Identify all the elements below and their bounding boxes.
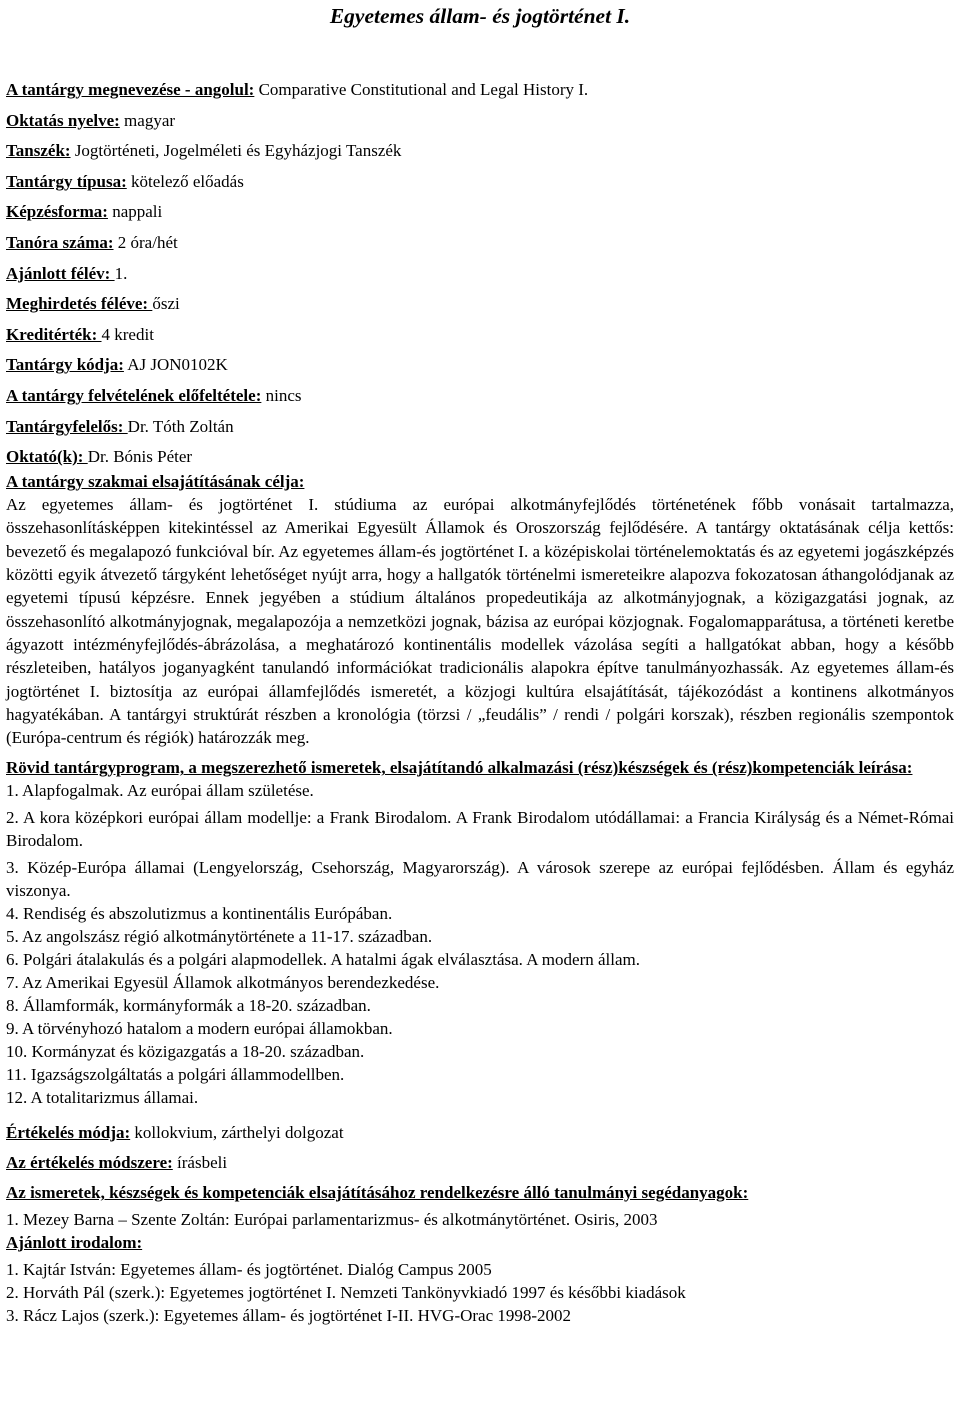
- list-item: 1. Alapfogalmak. Az európai állam születése.: [6, 781, 314, 801]
- evaluation-row: [6, 1121, 954, 1144]
- evaluation-method-row: [6, 1151, 954, 1174]
- list-item: 10. Kormányzat és közigazgatás a 18-20. században.: [6, 1042, 365, 1062]
- meta-value: AJ JON0102K: [123, 355, 228, 375]
- list-item: 11. Igazságszolgáltatás a polgári állammodellben.: [6, 1065, 345, 1085]
- meta-course-type: [6, 171, 954, 202]
- list-item: 7. Az Amerikai Egyesül Államok alkotmányos berendezkedése.: [6, 973, 440, 993]
- evaluation-method-label: Az értékelés módszere:: [6, 1153, 173, 1173]
- meta-value: Dr. Bónis Péter: [87, 447, 193, 467]
- list-item: 4. Rendiség és abszolutizmus a kontinentális Európában.: [6, 904, 393, 924]
- list-item: 1. Kajtár István: Egyetemes állam- és jogtörténet. Dialóg Campus 2005: [6, 1260, 492, 1280]
- materials-list: [6, 1208, 954, 1231]
- meta-label: Tanóra száma:: [6, 232, 114, 252]
- list-item: 3. Közép-Európa államai (Lengyelország, Csehország, Magyarország). A városok szerepe az európai fejlődésben. Állam és egyház viszonya.: [6, 858, 954, 901]
- document-page: [6, 0, 954, 1327]
- meta-value: Dr. Tóth Zoltán: [127, 416, 234, 436]
- meta-department: [6, 140, 954, 171]
- meta-value: kötelező előadás: [126, 171, 244, 191]
- meta-value: Jogtörténeti, Jogelméleti és Egyházjogi Tanszék: [70, 141, 402, 161]
- meta-announcement-semester: [6, 293, 954, 324]
- list-item: 12. A totalitarizmus államai.: [6, 1088, 199, 1108]
- meta-education-form: [6, 201, 954, 232]
- meta-label: Tanszék:: [6, 141, 71, 161]
- evaluation-method-value: írásbeli: [172, 1153, 228, 1173]
- meta-value: 1.: [114, 263, 128, 283]
- meta-language: [6, 110, 954, 141]
- meta-label: Tantárgy típusa:: [6, 171, 127, 191]
- materials-heading: Az ismeretek, készségek és kompetenciák elsajátításához rendelkezésre álló tanulmányi segédanyagok:: [6, 1183, 749, 1203]
- list-item: 2. Horváth Pál (szerk.): Egyetemes jogtörténet I. Nemzeti Tankönyvkiadó 1997 és későbbi kiadások: [6, 1283, 686, 1303]
- evaluation-label: Értékelés módja:: [6, 1123, 131, 1143]
- list-item: 2. A kora középkori európai állam modellje: a Frank Birodalom. A Frank Birodalom utódállamai: a Francia Királyság és a Német-Római Birodalom.: [6, 808, 954, 851]
- meta-value: nincs: [261, 385, 302, 405]
- meta-prerequisite: [6, 385, 954, 416]
- list-item: 1. Mezey Barna – Szente Zoltán: Európai parlamentarizmus- és alkotmánytörténet. Osiris, 2003: [6, 1210, 658, 1230]
- meta-recommended-semester: [6, 263, 954, 294]
- meta-value: őszi: [152, 294, 180, 314]
- meta-hours: [6, 232, 954, 263]
- meta-label: Tantárgy kódja:: [6, 355, 124, 375]
- program-heading: Rövid tantárgyprogram, a megszerezhető ismeretek, elsajátítandó alkalmazási (rész)készségek és (rész)kompetenciák leírása:: [6, 758, 913, 778]
- literature-heading: Ajánlott irodalom:: [6, 1233, 143, 1253]
- meta-label: Oktatás nyelve:: [6, 110, 120, 130]
- course-metadata: [6, 79, 954, 470]
- list-item: 6. Polgári átalakulás és a polgári alapmodellek. A hatalmi ágak elválasztása. A modern állam.: [6, 950, 640, 970]
- meta-label: Tantárgyfelelős:: [6, 416, 128, 436]
- meta-label: Meghirdetés féléve:: [6, 294, 153, 314]
- meta-label: A tantárgy megnevezése - angolul:: [6, 80, 255, 99]
- meta-lecturers: [6, 446, 954, 470]
- list-item: 8. Államformák, kormányformák a 18-20. században.: [6, 996, 371, 1016]
- program-list: [6, 779, 954, 1109]
- meta-responsible: [6, 416, 954, 447]
- meta-value: Comparative Constitutional and Legal History I.: [254, 80, 589, 99]
- meta-value: 4 kredit: [101, 324, 154, 344]
- meta-label: Kreditérték:: [6, 324, 102, 344]
- list-item: 5. Az angolszász régió alkotmánytörténete a 11-17. században.: [6, 927, 433, 947]
- meta-course-code: [6, 354, 954, 385]
- literature-list: [6, 1258, 954, 1327]
- goal-paragraph: Az egyetemes állam- és jogtörténet I. stúdiuma az európai alkotmányfejlődés történetének főbb vonásait tartalmazza, összehasonlításképpen kitekintéssel az Amerikai Egyesült Államok és Oroszország fejlődésére. A tantárgy oktatásának célja kettős: bevezető és megalapozó funkcióval bír. Az egyetemes állam-és jogtörténet I. a középiskolai történelemoktatás és az egyetemi jogászképzés közötti egyik átvezető tárgyként lehetőséget nyújt arra, hogy a hallgatók történelmi ismereteikre alapozva fokozatosan áthangolódjanak az egyetemi típusú képzésre. Ennek jegyében a stúdium általános propedeutikája az alkotmányjognak, a közigazgatási jognak, az összehasonlító alkotmányjognak, megalapozója a nemzetközi jognak, bázisa az európai közjognak. Fogalomapparátusa, a történeti keretbe ágyazott intézményfejlődés-ábrázolása, a meghatározó kontinentális modellek vázolása segíti a hallgatókat abban, hogy a később részleteiben, hatályos joganyagként tanulandó információkat tradicionális alapokra építve tanulmányozhassák. Az egyetemes állam-és jogtörténet I. biztosítja az európai államfejlődés ismeretét, a közjogi kultúra elsajátítását, tájékozódást a kontinens alkotmányos hagyatékában. A tantárgyi struktúrát részben a kronológia (törzsi / „feudális” / rendi / polgári korszak), részben regionális szempontok (Európa-centrum és régiók) határozzák meg.: [6, 495, 954, 748]
- meta-label: Képzésforma:: [6, 202, 108, 222]
- evaluation-value: kollokvium, zárthelyi dolgozat: [130, 1123, 344, 1143]
- meta-label: Oktató(k):: [6, 447, 88, 467]
- meta-label: A tantárgy felvételének előfeltétele:: [6, 385, 262, 405]
- list-item: 3. Rácz Lajos (szerk.): Egyetemes állam- és jogtörténet I-II. HVG-Orac 1998-2002: [6, 1306, 572, 1326]
- meta-english-name: [6, 79, 954, 110]
- meta-value: magyar: [119, 110, 176, 130]
- list-item: 9. A törvényhozó hatalom a modern európai államokban.: [6, 1019, 393, 1039]
- document-title: Egyetemes állam- és jogtörténet I.: [329, 4, 631, 28]
- meta-value: 2 óra/hét: [113, 232, 178, 252]
- meta-label: Ajánlott félév:: [6, 263, 115, 283]
- goal-heading: A tantárgy szakmai elsajátításának célja:: [6, 472, 305, 492]
- meta-value: nappali: [107, 202, 163, 222]
- meta-credits: [6, 324, 954, 355]
